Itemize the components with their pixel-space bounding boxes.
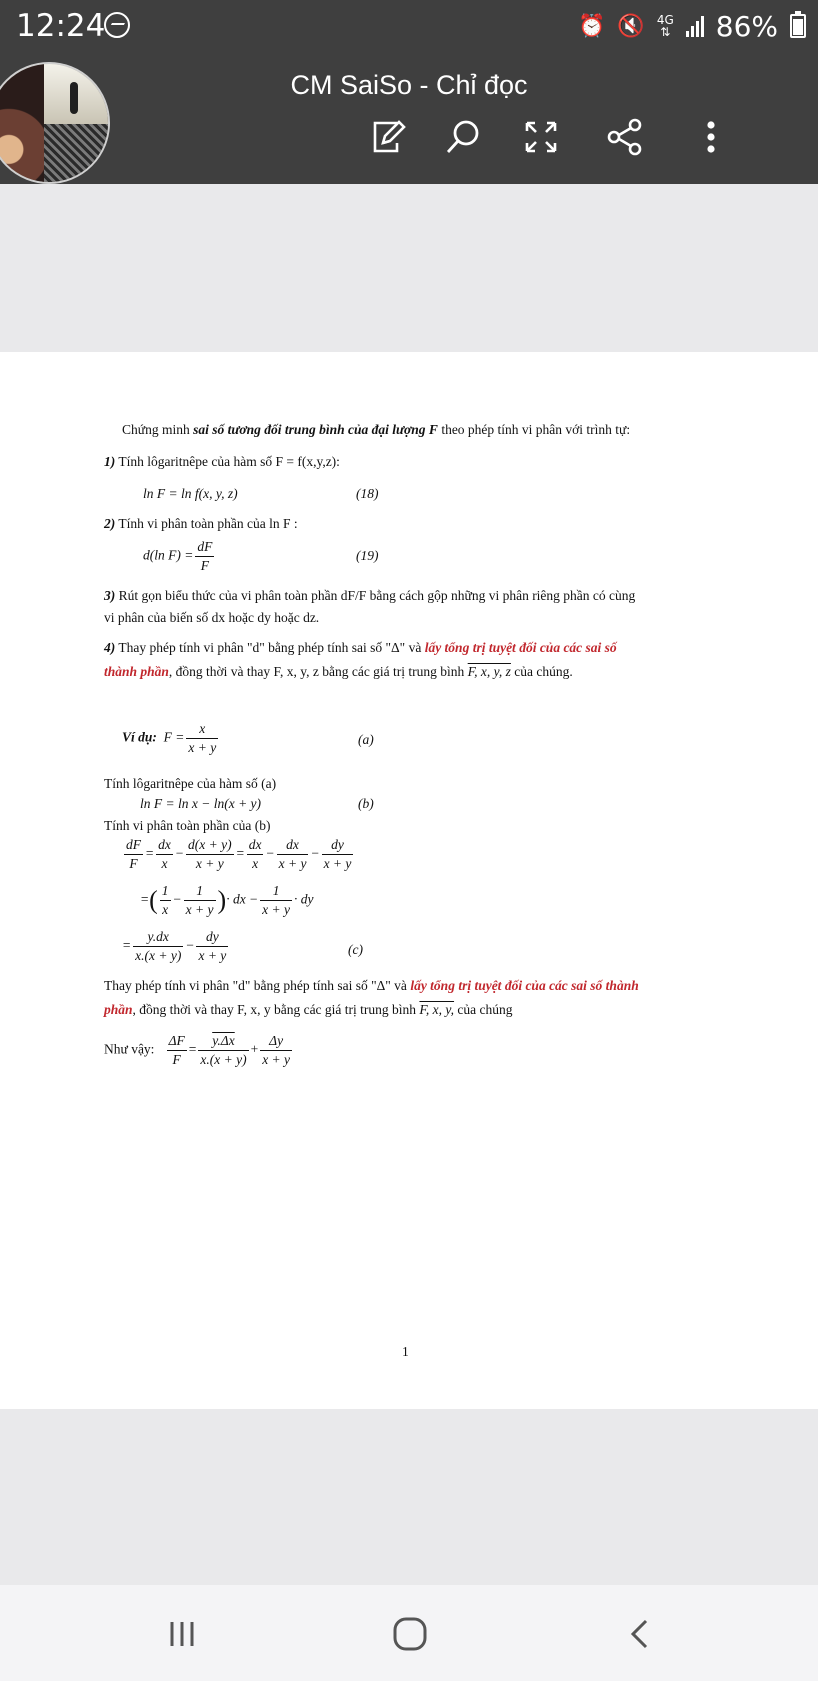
equation-tag-19: (19) bbox=[356, 548, 379, 563]
step1-line: 1) Tính lôgaritnêpe của hàm số F = f(x,y,z): bbox=[104, 454, 340, 469]
signal-icon bbox=[686, 15, 704, 37]
result-equation: Như vậy: $\frac{\Delta F}{F}$ = $\frac{y.\Delta x}{x.(x + y)}$ + $\frac{\Delta y}{x + y}$ bbox=[104, 1033, 291, 1067]
log-instruction: Tính lôgaritnêpe của hàm số (a) bbox=[104, 776, 277, 791]
mute-icon: 🔇 bbox=[617, 13, 645, 39]
search-button[interactable] bbox=[438, 112, 488, 162]
navigation-bar bbox=[0, 1585, 818, 1681]
share-button[interactable] bbox=[600, 112, 650, 162]
intro-line: Chứng minh sai số tương đối trung bình của đại lượng F theo phép tính vi phân với trình tự: bbox=[122, 422, 631, 437]
replace-line-1: Thay phép tính vi phân "d" bằng phép tính sai số "Δ" và lấy tổng trị tuyệt đối của các sai số thành bbox=[104, 978, 639, 993]
edit-icon bbox=[367, 117, 407, 157]
step2-line: 2) Tính vi phân toàn phần của ln F : bbox=[104, 516, 298, 531]
status-icons bbox=[578, 8, 806, 44]
document-page[interactable] bbox=[0, 352, 818, 1409]
status-time: 12:24 bbox=[16, 8, 106, 44]
edit-button[interactable] bbox=[362, 112, 412, 162]
step2-equation: d(ln F) = $\frac{dF}{F}$ bbox=[143, 539, 213, 573]
log-equation: ln F = ln x − ln(x + y) bbox=[140, 796, 262, 811]
fullscreen-button[interactable] bbox=[516, 112, 566, 162]
more-options-button[interactable] bbox=[686, 112, 736, 162]
toolbar bbox=[0, 108, 818, 168]
step1-equation: ln F = ln f(x, y, z) bbox=[143, 486, 238, 501]
recent-apps-button[interactable] bbox=[152, 1609, 212, 1659]
diff-equation-1: $\frac{dF}{F}$ = $\frac{dx}{x}$ − $\frac{d(x + y)}{x + y}$ = $\frac{dx}{x}$ − $\frac{dx}{x + y}$ − $\frac{dy}{x + y}$ bbox=[126, 837, 352, 871]
equation-tag-18: (18) bbox=[356, 486, 379, 501]
equation-tag-a: (a) bbox=[358, 732, 374, 747]
diff-equation-3: = $\frac{y.dx}{x.(x + y)}$ − $\frac{dy}{x + y}$ bbox=[122, 929, 227, 963]
status-bar bbox=[0, 0, 818, 52]
battery-icon bbox=[790, 14, 806, 38]
back-button[interactable] bbox=[610, 1609, 670, 1659]
battery-percent: 86% bbox=[715, 9, 778, 43]
back-icon bbox=[622, 1616, 658, 1652]
equation-tag-b: (b) bbox=[358, 796, 374, 811]
step4-line-2: thành phần, đồng thời và thay F, x, y, z bằng các giá trị trung bình F, x, y, z của chúng. bbox=[104, 664, 573, 679]
equation-tag-c: (c) bbox=[348, 942, 363, 957]
share-icon bbox=[605, 117, 645, 157]
step3-line-1: 3) Rút gọn biểu thức của vi phân toàn phần dF/F bằng cách gộp những vi phân riêng phần có cùng bbox=[104, 588, 636, 603]
messenger-icon bbox=[104, 12, 130, 38]
page-number: 1 bbox=[402, 1344, 409, 1359]
search-icon bbox=[443, 117, 483, 157]
app-bar bbox=[0, 52, 818, 184]
step3-line-2: vi phân của biến số dx hoặc dy hoặc dz. bbox=[104, 610, 320, 625]
step4-line-1: 4) Thay phép tính vi phân "d" bằng phép tính sai số "Δ" và lấy tổng trị tuyệt đối của các sai số bbox=[104, 640, 617, 655]
diff-equation-2: =( $\frac{1}{x}$ − $\frac{1}{x + y}$ )· dx − $\frac{1}{x + y}$ · dy bbox=[140, 883, 314, 917]
network-type: 4G ⇅ bbox=[656, 13, 674, 39]
example-definition: Ví dụ: F = $\frac{x}{x + y}$ bbox=[122, 721, 217, 755]
diff-instruction: Tính vi phân toàn phần của (b) bbox=[104, 818, 271, 833]
fullscreen-icon bbox=[521, 117, 561, 157]
alarm-icon: ⏰ bbox=[578, 13, 606, 39]
home-button[interactable] bbox=[380, 1609, 440, 1659]
home-icon bbox=[390, 1614, 430, 1654]
more-icon bbox=[691, 117, 731, 157]
document-title: CM SaiSo - Chỉ đọc bbox=[290, 70, 528, 100]
recent-apps-icon bbox=[164, 1616, 200, 1652]
replace-line-2: phần, đồng thời và thay F, x, y bằng các giá trị trung bình F, x, y, của chúng bbox=[104, 1002, 513, 1017]
